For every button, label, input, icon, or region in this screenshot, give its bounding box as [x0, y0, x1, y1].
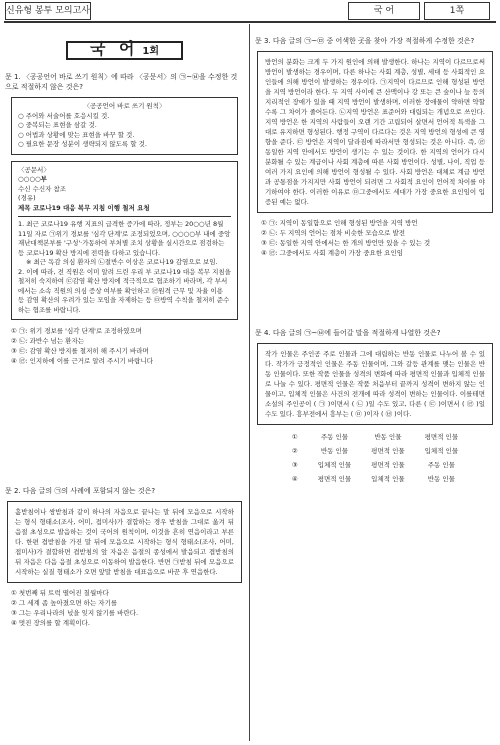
q1-rule: ○ 어법과 상황에 맞는 표현을 바꾸 할 것. — [18, 130, 135, 139]
q4-option-row[interactable] — [282, 444, 468, 458]
exam-subject-title — [66, 38, 183, 60]
q1-rule: ○ 주어와 서술어를 호응시킬 것. — [18, 111, 110, 120]
option-cell: 입체적 인물 — [317, 461, 352, 469]
doc-body-note: ※ 최근 독감 의심 환자의 ㉡절반수 이상은 코로나19 감염으로 보임. — [26, 258, 218, 266]
page-number: 1쪽 — [424, 2, 490, 20]
option-number: ③ — [291, 461, 298, 469]
option-cell: 입체적 인물 — [371, 475, 405, 483]
top-header — [0, 0, 500, 22]
q3-option[interactable]: ② ㉡: 두 지역의 언어는 점차 비슷한 모습으로 발전 — [261, 229, 406, 237]
option-cell: 주동 인물 — [427, 461, 455, 469]
column-divider — [249, 24, 250, 741]
q3-option[interactable]: ③ ㉢: 동일한 지역 안에서는 한 개의 방언만 있을 수 있는 것 — [261, 239, 431, 247]
q2-option[interactable]: ④ 멋진 장의를 할 계획이다. — [11, 619, 90, 627]
q1-rules-box — [11, 97, 238, 155]
q4-stem: 문 4. 다음 글의 ㉠~㉥에 들어갈 말을 적절하게 나열한 것은? — [255, 329, 441, 337]
q4-passage: 작가 인물은 주인공 주로 인물과 그에 대립하는 반동 인물로 나누어 볼 수 있다. 작가가 긍정적인 인물은 주동 인물이며, 그와 갈등 관계를 맺는 인물은 반동 인물이다. 또한 작품 인물을 성격의 변화에 따라 평면적 인물과 입체적 인물로 나눌 수 있다. 평면적 인물은 작품 처음부터 끝까지 성격이 변하지 않는 인물이고, 입체적 인물은 사건의 전개에 따라 성격이 변하는 인물이다. 이를테면 소설의 주인공이 ( ㉠ )이면서 ( ㉡ )일 수도 있고, 다른 ( ㉢ )이면서 ( ㉣ )일 수도 있다. 흥부전에서 흥부는 ( ㉤ )이자 ( ㉥ )이다. — [257, 343, 493, 425]
doc-body-2: 2. 이에 따라, 전 직원은 이미 알려 드린 우리 부 코로나19 대응 복무 지침을 철저히 숙지하여 ㉢감염 확산 방지에 적극적으로 협조하기 바라며, 각 부서에서는 소속 직원의 의심 증상 여부를 확인하고 ㉣원격 근무 및 자율 이용 등 감염 확산의 우려가 있는 모임을 자제하는 등 ㉤방역 수칙을 철저히 준수하는 협조를 바랍니다. — [18, 267, 231, 314]
right-column — [255, 26, 495, 486]
option-cell: 반동 인물 — [320, 447, 349, 455]
q1-rule: ○ 중복되는 표현을 삼갈 것. — [18, 121, 97, 129]
q1-option[interactable]: ④ ㉣: 인지하에 이를 근거로 알려 주시기 바랍니다 — [11, 357, 154, 365]
q2-stem: 문 2. 다음 글의 ㉠의 사례에 포함되지 않는 것은? — [5, 487, 156, 495]
option-number: ④ — [291, 475, 298, 483]
option-number: ① — [291, 433, 298, 441]
doc-org: ○○○○부 — [18, 175, 47, 183]
subject-label: 국 어 — [348, 2, 420, 20]
q4-option-row[interactable] — [282, 430, 468, 444]
q1-option[interactable]: ① ㉠: 위기 경보를 '심각 단계'로 조정하였으며 — [11, 327, 142, 335]
option-cell: 평면적 인물 — [371, 447, 405, 455]
title-area — [5, 36, 244, 64]
q3-passage: 방언의 분화는 크게 두 가지 원인에 의해 발생한다. 하나는 지역이 다르므로써 방언이 발생하는 경우이며, 다른 하나는 사회 계층, 성별, 세대 등 사회적인 요인들에 의해 방언이 발생하는 경우이다. ㉠지역이 다르므로 인해 형성된 방언을 지역 방언이라 한다. 두 지역 사이에 큰 산맥이나 강 또는 큰 숲이나 늪 등의 지리적인 장애가 있을 때 지역 방언이 발생하며, 이러한 장애물이 약하면 약할수록 그 차이가 줄어든다. ㉡지역 방언은 표준어와 대립되는 개념으로 쓰인다. 지역 방언은 한 지역의 사람들이 오랜 기간 고립되어 살면서 언어적 특색을 그대로 유지하면 형성된다. 행정 구역이 다르다는 것은 지역 방언의 형성에 큰 영향을 준다. ㉢ 방언은 지역이 달라짐에 따라서만 형성되는 것은 아니다. 즉, ㉣동일한 지역 안에서도 방언이 생기는 수 있는 것이다. 한 지역의 언어가 다시 분화될 수 있는 계급이나 사회 계층에 따른 사회 방언이다. 성별, 나이, 직업 등 여러 가지 요인에 의해 방언이 형성될 수 있다. 사회 방언은 대체로 계급 방언과 공통점을 가지지만 사회 방언이 되려면 그 사회적 요인이 언어적 차이를 야기하여야 한다. 이러한 이유로 ㉤그중에서도 세대가 가장 중요한 요인임이 입증된 예는 없다. — [257, 51, 493, 213]
question-4 — [255, 328, 495, 486]
q4-option-row[interactable] — [282, 458, 468, 472]
doc-subject: 제목 코로나19 대응 복무 지침 이행 철저 요청 — [18, 203, 150, 212]
q4-option-row[interactable] — [282, 472, 468, 486]
doc-label: 〈공문서〉 — [18, 165, 50, 174]
option-cell: 평면적 인물 — [317, 475, 352, 483]
doc-body-1: 1. 최근 코로나19 유행 지표의 급격한 증가에 따라, 정부는 20○○년 8월 11일 자로 ㉠위기 경보를 '심각 단계'로 조정되었으며, ○○○○부 내에 중앙재난대책본부를 '구성'·가동하여 부처별 조치 상황을 실시간으로 점검하는 등 코로나19 확산 방지에 전력을 다하고 있습니다. — [18, 220, 231, 257]
q1-official-doc — [11, 161, 238, 321]
q2-option[interactable]: ③ 그는 우리나라의 넋을 잊지 않기를 바란다. — [11, 609, 139, 617]
option-cell: 반동 인물 — [374, 433, 402, 441]
q1-stem: 문 1. 〈공공언어 바로 쓰기 원칙〉에 따라 〈공문서〉의 ㉠~㉥을 수정한 것으로 적절하지 않은 것은? — [5, 73, 238, 91]
q4-options-table — [282, 430, 468, 486]
q2-option[interactable]: ② 그 세계 좀 높아졌으면 하는 자기를 — [11, 599, 118, 607]
header-rule — [4, 21, 496, 23]
option-cell: 평면적 인물 — [371, 461, 405, 469]
q1-option[interactable]: ③ ㉢: 감염 확산 방지를 철저히 해 주시기 바라며 — [11, 347, 149, 355]
question-3 — [255, 36, 495, 258]
option-cell: 입체적 인물 — [424, 447, 459, 455]
option-cell: 주동 인물 — [320, 433, 349, 441]
option-number: ② — [291, 447, 298, 455]
title-main: 국 어 — [89, 38, 139, 58]
option-cell: 반동 인물 — [427, 475, 455, 483]
q2-passage: 홑받침이나 쌍받침과 같이 하나의 자음으로 끝나는 말 뒤에 모음으로 시작하는 형식 형태소(조사, 어미, 접미사)가 결합하는 경우 받침을 그대로 옮겨 뒤 음절 초성으로 발음하는 것이 국어의 원칙이며, 이것을 흔히 연음이라고 부른다. 한편 겹받침을 가진 말 뒤에 모음으로 시작하는 형식 형태소(조사, 어미, 접미사)가 결합하면 겹받침의 앞 자음은 음절의 종성에서 발음되고 겹받침의 뒤 자음은 다음 음절 초성으로 이동하여 발음한다. 반면 ㉠받침 뒤에 모음으로 시작하는 실질 형태소가 오면 앞말 받침을 대표음으로 바꾼 후 연음한다. — [7, 501, 242, 583]
option-cell: 평면적 인물 — [424, 433, 459, 441]
doc-via: (경유) — [18, 194, 36, 202]
question-2 — [5, 486, 244, 628]
title-round: 1회 — [142, 45, 160, 57]
doc-rule — [18, 216, 231, 217]
q3-stem: 문 3. 다음 글의 ㉠~㉤ 중 어색한 곳을 찾아 가장 적절하게 수정한 것은? — [255, 37, 475, 45]
q1-rules-title: 〈공공언어 바로 쓰기 원칙〉 — [83, 102, 166, 110]
q1-rule: ○ 필요한 문장 성분이 생략되지 않도록 할 것. — [18, 140, 147, 148]
question-1 — [5, 72, 244, 366]
exam-title: 신유형 봉투 모의고사 — [5, 2, 91, 20]
doc-recipient: 수신 수신자 참조 — [18, 184, 67, 193]
q1-option[interactable]: ② ㉡: 과반수 넘는 환자는 — [11, 337, 85, 345]
q3-option[interactable]: ① ㉠: 지역이 동일함으로 인해 형성된 방언을 지역 방언 — [261, 219, 418, 227]
q2-option[interactable]: ① 첫번째 뒤 트럭 떨어진 칠월마다 — [11, 589, 109, 597]
left-column — [5, 26, 244, 628]
q3-option[interactable]: ④ ㉣: 그중에서도 사회 계층이 가장 중요한 요인임 — [261, 249, 404, 257]
